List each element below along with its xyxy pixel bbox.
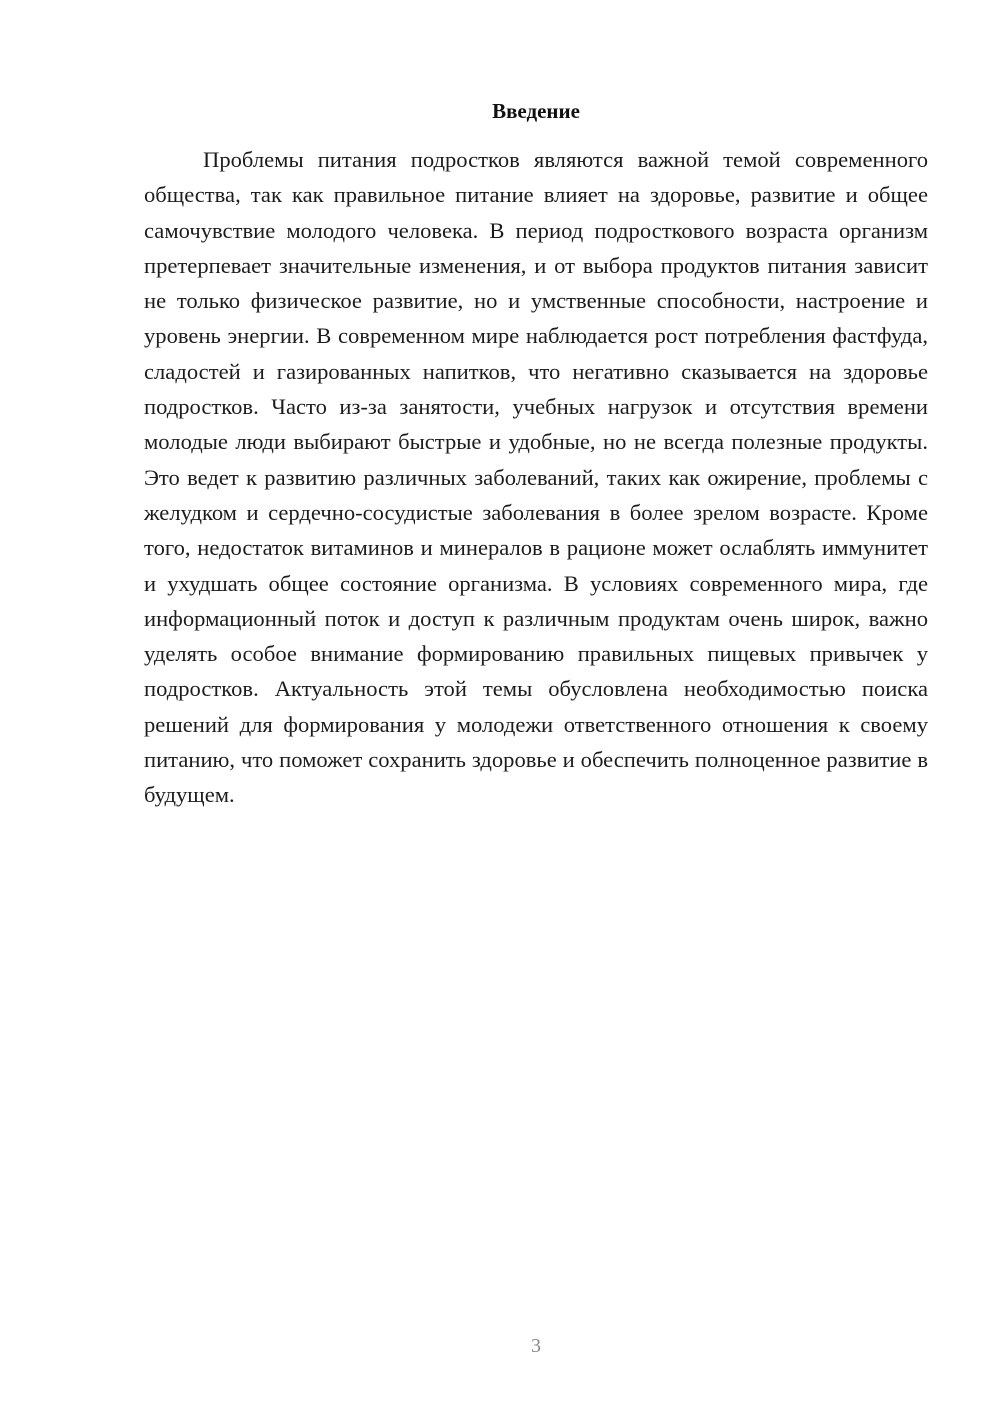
body-paragraph: Проблемы питания подростков являются важной темой современного общества, так как правильное питание влияет на здоровье, развитие и общее самочувствие молодого человека. В период подросткового возраста организм претерпевает значительные изменения, и от выбора продуктов питания зависит не только физическое развитие, но и умственные способности, настроение и уровень энергии. В современном мире наблюдается рост потребления фастфуда, сладостей и газированных напитков, что негативно сказывается на здоровье подростков. Часто из-за занятости, учебных нагрузок и отсутствия времени молодые люди выбирают быстрые и удобные, но не всегда полезные продукты. Это ведет к развитию различных заболеваний, таких как ожирение, проблемы с желудком и сердечно-сосудистые заболевания в более зрелом возрасте. Кроме того, недостаток витаминов и минералов в рационе может ослаблять иммунитет и ухудшать общее состояние организма. В условиях современного мира, где информационный поток и доступ к различным продуктам очень широк, важно уделять особое внимание формированию правильных пищевых привычек у подростков. Актуальность этой темы обусловлена необходимостью поиска решений для формирования у молодежи ответственного отношения к своему питанию, что поможет сохранить здоровье и обеспечить полноценное развитие в будущем. — [144, 147, 928, 808]
section-heading: Введение — [492, 99, 580, 123]
page-number: 3 — [531, 1335, 541, 1357]
